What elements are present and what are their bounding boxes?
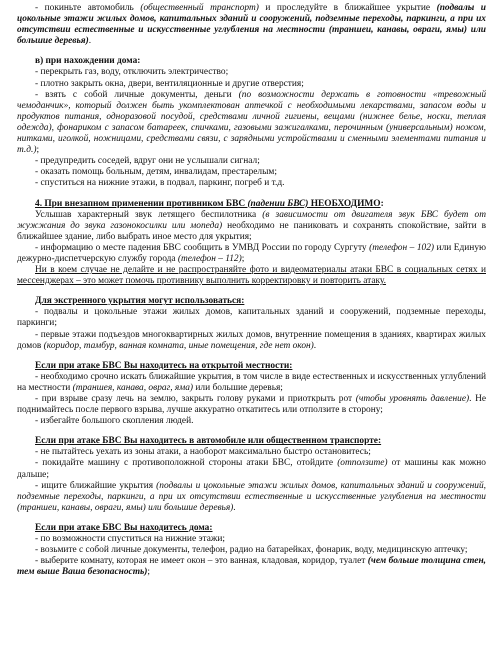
text: необходимо не паниковать и сохранять спокойствие, зайти в ближайшее здание, либо выбрать иное место для укрытия; bbox=[17, 220, 486, 242]
text-italic: (телефон – 102) bbox=[369, 242, 435, 253]
text: ; bbox=[36, 145, 40, 156]
paragraph-drone-sound bbox=[17, 210, 486, 243]
paragraph-leave-vehicle bbox=[17, 3, 486, 47]
list-item bbox=[17, 330, 486, 352]
text-italic: (в зависимости от двигателя звук БВС будет от жужжания до звука газонокосилки или мопеда) bbox=[17, 209, 486, 231]
list-item bbox=[17, 90, 486, 157]
list-item: - перекрыть газ, воду, отключить электричество; bbox=[35, 67, 229, 78]
heading-vehicle: Если при атаке БВС Вы находитесь в автомобиле или общественном транспорте: bbox=[35, 436, 382, 447]
text: - покиньте автомобиль bbox=[35, 3, 141, 13]
text: : bbox=[380, 198, 384, 209]
text-bold-italic: (подвалы и цокольные этажи жилых домов, капитальных зданий и сооружений, подземные переходы, паркинги, а при их отсутствии естественные и искусственные углубления на местности (траншеи, канавы, овраги, ямы) или большие деревья) bbox=[17, 3, 486, 47]
list-item bbox=[17, 556, 486, 578]
heading-at-house: Если при атаке БВС Вы находитесь дома: bbox=[35, 522, 213, 533]
text: - взять с собой личные документы, деньги bbox=[35, 89, 239, 100]
text: - первые этажи подъездов многоквартирных жилых домов, внутренние помещения в зданиях, квартирах жилых домов bbox=[17, 329, 486, 351]
heading-at-home: в) при нахождении дома: bbox=[35, 56, 141, 67]
heading-open-terrain: Если при атаке БВС Вы находитесь на открытой местности: bbox=[35, 360, 293, 371]
text: . bbox=[88, 36, 92, 47]
list-item bbox=[17, 372, 486, 394]
text: или Единую дежурно-диспетчерскую службу города bbox=[17, 242, 487, 264]
text: и проследуйте в ближайшее укрытие bbox=[258, 3, 437, 13]
list-item bbox=[17, 458, 486, 480]
text: . bbox=[313, 340, 317, 351]
list-item: - подвалы и цокольные этажи жилых домов, капитальных зданий и сооружений, подземные переходы, паркинги; bbox=[17, 307, 486, 329]
text-italic: (по возможности держать в готовности «тревожный чемоданчик», который должен быть укомплектован аптечкой с необходимыми лекарствами, запасом воды и продуктов питания, одноразовой посудой, средствами личной гигиены, вещами (нижнее белье, носки, теплая одежда), фонариком с запасом батареек, спичками, газовыми зажигалками, перочинным (универсальным) ножом, нитками, иголкой, ножницами, средствами связи, с зарядными устройствами и сменными элементами питания и т.д.) bbox=[17, 89, 487, 156]
text: от машины как можно дальше; bbox=[17, 458, 486, 480]
paragraph-no-photos: Ни в коем случае не делайте и не распространяйте фото и видеоматериалы атаки БВС в социальных сетях и мессенджерах – это может помочь противнику выполнить корректировку и повторить атаку. bbox=[17, 265, 486, 287]
list-item: - предупредить соседей, вдруг они не услышали сигнал; bbox=[35, 156, 260, 167]
text: - покидайте машину с противоположной стороны атаки БВС, отойдите bbox=[35, 458, 338, 469]
list-item: - плотно закрыть окна, двери, вентиляционные и другие отверстия; bbox=[35, 78, 304, 89]
list-item: - оказать помощь больным, детям, инвалидам, престарелым; bbox=[35, 167, 277, 178]
text: Услышав характерный звук летящего беспилотника bbox=[35, 209, 263, 220]
text-italic: (отползите) bbox=[337, 458, 388, 469]
text-italic: (телефон – 112) bbox=[177, 253, 242, 264]
text: - необходимо срочно искать ближайшие укрытия, в том числе в виде естественных и искусственных углублений на местности bbox=[17, 371, 486, 393]
list-item: - не пытайтесь уехать из зоны атаки, а наоборот максимально быстро остановитесь; bbox=[35, 447, 371, 458]
text-italic: (коридор, тамбур, ванная комната, иные помещения, где нет окон) bbox=[43, 340, 314, 351]
list-item: - по возможности спуститься на нижние этажи; bbox=[35, 534, 225, 545]
text: . bbox=[233, 502, 236, 513]
text-italic: (общественный транспорт) bbox=[140, 3, 259, 13]
list-item bbox=[17, 394, 486, 416]
text-italic: (подвалы и цокольные этажи жилых домов, капитальных зданий и сооружений, подземные переходы, паркинги, а при их отсутствии естественные и искусственные углубления на местности (траншеи, канавы, овраги, ямы) или большие деревья) bbox=[17, 480, 486, 513]
list-item: - возьмите с собой личные документы, телефон, радио на батарейках, фонарик, воду, медицинскую аптечку; bbox=[35, 545, 468, 556]
list-item bbox=[17, 481, 486, 514]
text: - при взрыве сразу лечь на землю, закрыть голову руками и приоткрыть рот bbox=[35, 394, 356, 404]
list-item: - избегайте большого скопления людей. bbox=[35, 416, 194, 427]
text: ; bbox=[241, 253, 245, 264]
text-italic: (чтобы уровнять давление) bbox=[355, 394, 470, 404]
text: - информацию о месте падения БВС сообщить в УМВД России по городу Сургуту bbox=[35, 242, 370, 253]
heading-shelter: Для экстренного укрытия могут использоваться: bbox=[35, 296, 245, 307]
paragraph-report bbox=[17, 243, 486, 265]
list-item: - спуститься на нижние этажи, в подвал, паркинг, погреб и т.д. bbox=[35, 178, 285, 189]
text-italic: (траншея, канава, овраг, яма) bbox=[72, 382, 194, 393]
text-bold-italic: (чем больше толщина стен, тем выше Ваша безопасность) bbox=[17, 556, 486, 578]
section-4-heading bbox=[17, 199, 486, 210]
text: - выберите комнату, которая не имеет окон – это ванная, кладовая, коридор, туалет bbox=[35, 556, 368, 567]
text-italic: (падении БВС) bbox=[247, 198, 309, 209]
text: НЕОБХОДИМО bbox=[308, 198, 381, 209]
text: - ищите ближайшие укрытия bbox=[35, 480, 157, 491]
text: . Не поднимайтесь после первого взрыва, лучше аккуратно откатитесь или отползите в сторону; bbox=[17, 394, 486, 416]
text: ; bbox=[147, 567, 151, 578]
text: или большие деревья; bbox=[193, 382, 283, 393]
text: 4. При внезапном применении противником БВС bbox=[35, 198, 248, 209]
